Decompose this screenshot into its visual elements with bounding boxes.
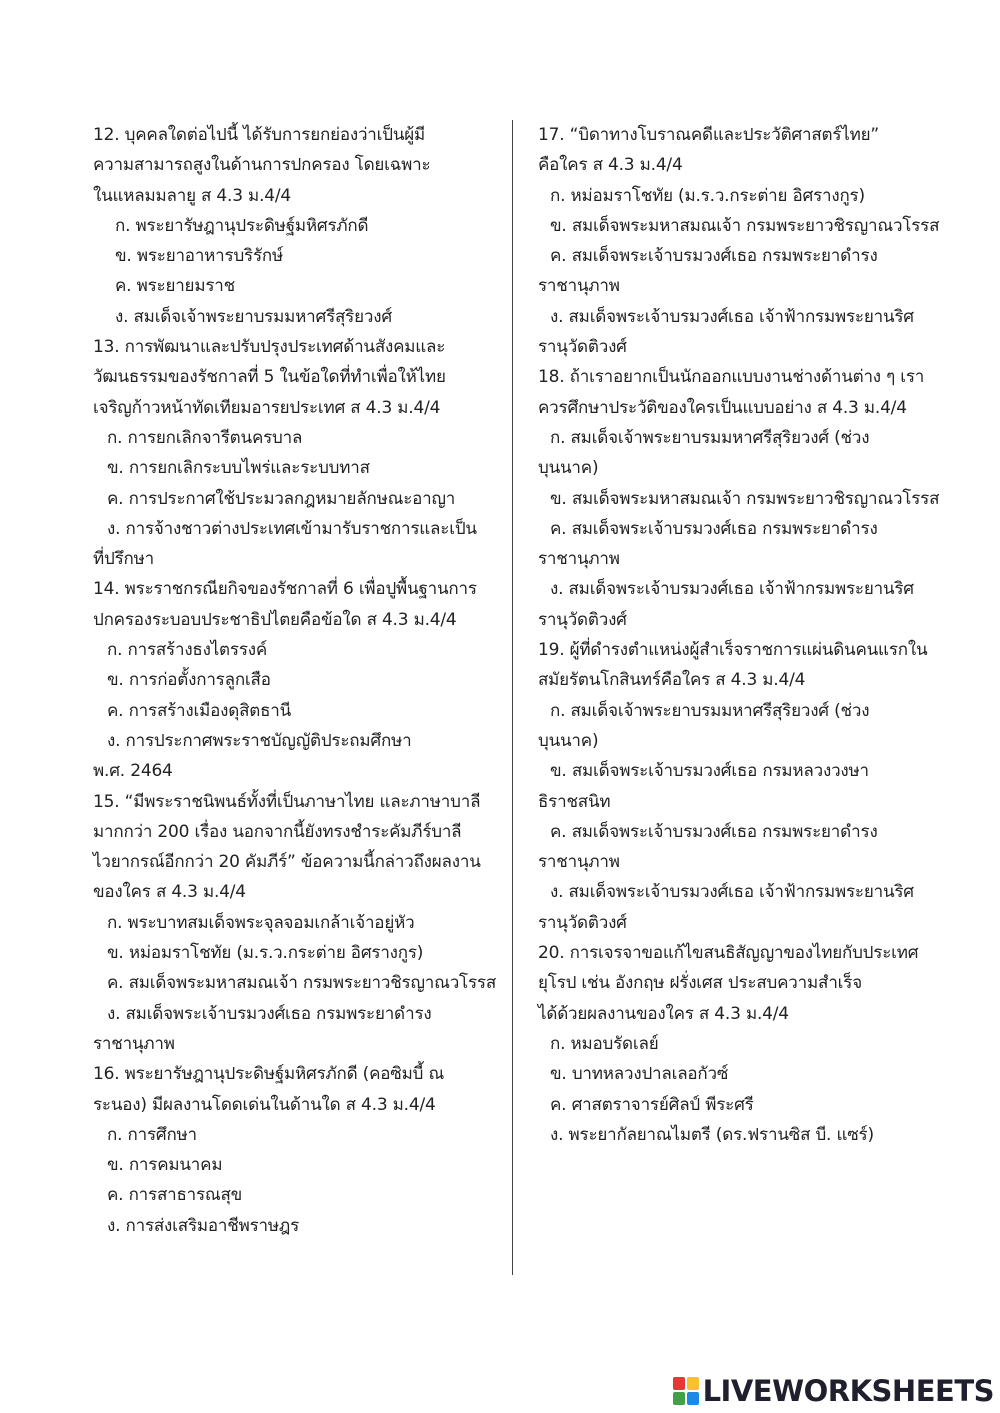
answer-option: ก. หมอบรัดเลย์ [550, 1033, 659, 1054]
answer-option-continuation: ราชานุภาพ [538, 276, 620, 297]
answer-option: ง. สมเด็จพระเจ้าบรมวงศ์เธอ เจ้าฟ้ากรมพระยานริศ [550, 882, 914, 903]
answer-option: ก. การยกเลิกจารีตนครบาล [107, 427, 303, 448]
answer-option: ข. สมเด็จพระเจ้าบรมวงศ์เธอ กรมหลวงวงษา [550, 761, 869, 782]
brand-name: LIVEWORKSHEETS [702, 1374, 994, 1408]
question [93, 787, 497, 1060]
question-text: 13. การพัฒนาและปรับปรุงประเทศด้านสังคมและ [93, 337, 446, 358]
answer-option: ข. การยกเลิกระบบไพร่และระบบทาส [107, 458, 370, 479]
question [93, 332, 493, 574]
answer-option-continuation: รานุวัดติวงศ์ [538, 912, 627, 933]
answer-option: ง. การส่งเสริมอาชีพราษฎร [107, 1215, 300, 1236]
footer-logo [673, 1375, 994, 1407]
logo-square [687, 1392, 699, 1405]
liveworksheets-icon [673, 1377, 699, 1405]
logo-square [687, 1377, 699, 1390]
question-text: ปกครองระบอบประชาธิปไตยคือข้อใด ส 4.3 ม.4/4 [93, 609, 457, 630]
answer-option: ค. สมเด็จพระเจ้าบรมวงศ์เธอ กรมพระยาดำรง [550, 821, 878, 842]
question-text: วัฒนธรรมของรัชกาลที่ 5 ในข้อใดที่ทำเพื่อให้ไทย [93, 367, 446, 388]
logo-square [673, 1392, 685, 1405]
answer-option: ข. พระยาอาหารบริรักษ์ [115, 246, 283, 267]
question-text: คือใคร ส 4.3 ม.4/4 [538, 155, 683, 176]
answer-option-continuation: ที่ปรึกษา [93, 549, 154, 570]
answer-option-continuation: บุนนาค) [538, 458, 599, 479]
answer-option: ค. ศาสตราจารย์ศิลป์ พีระศรี [550, 1094, 754, 1115]
question-text: 16. พระยารัษฎานุประดิษฐ์มหิศรภักดี (คอซิมบี้ ณ [93, 1064, 445, 1085]
question-text: ความสามารถสูงในด้านการปกครอง โดยเฉพาะ [93, 155, 431, 176]
answer-option: ค. สมเด็จพระเจ้าบรมวงศ์เธอ กรมพระยาดำรง [550, 518, 878, 539]
question-text: ระนอง) มีผลงานโดดเด่นในด้านใด ส 4.3 ม.4/4 [93, 1094, 436, 1115]
left-column [93, 120, 497, 1241]
answer-option: ก. หม่อมราโชทัย (ม.ร.ว.กระต่าย อิศรางกูร) [550, 185, 865, 206]
answer-option-continuation: รานุวัดติวงศ์ [538, 337, 627, 358]
question [93, 574, 493, 786]
answer-option-continuation: ราชานุภาพ [538, 549, 620, 570]
answer-option: ง. สมเด็จพระเจ้าบรมวงศ์เธอ กรมพระยาดำรง [107, 1003, 432, 1024]
question-text: 18. ถ้าเราอยากเป็นนักออกแบบงานช่างด้านต่าง ๆ เรา [538, 367, 925, 388]
question [538, 120, 958, 362]
answer-option: ง. การจ้างชาวต่างประเทศเข้ามารับราชการและเป็น [107, 518, 477, 539]
logo-square [673, 1377, 685, 1390]
question-text: 17. “บิดาทางโบราณคดีและประวัติศาสตร์ไทย” [538, 125, 880, 145]
question-text: 14. พระราชกรณียกิจของรัชกาลที่ 6 เพื่อปูพื้นฐานการ [93, 579, 477, 600]
question [538, 938, 958, 1150]
answer-option: ก. สมเด็จเจ้าพระยาบรมมหาศรีสุริยวงศ์ (ช่วง [550, 700, 870, 721]
question-text: ไวยากรณ์อีกกว่า 20 คัมภีร์” ข้อความนี้กล่าวถึงผลงาน [93, 852, 481, 873]
question-text: ในแหลมมลายู ส 4.3 ม.4/4 [93, 185, 292, 206]
answer-option: ก. การสร้างธงไตรรงค์ [107, 640, 268, 661]
question [538, 362, 958, 635]
question-text: เจริญก้าวหน้าทัดเทียมอารยประเทศ ส 4.3 ม.4/4 [93, 397, 441, 418]
answer-option-continuation: รานุวัดติวงศ์ [538, 609, 627, 630]
question-text: ควรศึกษาประวัติของใครเป็นแบบอย่าง ส 4.3 ม.4/4 [538, 397, 907, 418]
question-text: สมัยรัตนโกสินทร์คือใคร ส 4.3 ม.4/4 [538, 670, 806, 691]
answer-option-continuation: พ.ศ. 2464 [93, 761, 173, 782]
right-column [538, 120, 958, 1150]
question-text: มากกว่า 200 เรื่อง นอกจากนี้ยังทรงชำระคัมภีร์บาลี [93, 821, 462, 842]
question-text: 19. ผู้ที่ดำรงตำแหน่งผู้สำเร็จราชการแผ่นดินคนแรกใน [538, 640, 928, 661]
answer-option: ค. พระยายมราช [115, 276, 235, 297]
question-text: 15. “มีพระราชนิพนธ์ทั้งที่เป็นภาษาไทย และภาษาบาลี [93, 791, 481, 812]
answer-option: ก. สมเด็จเจ้าพระยาบรมมหาศรีสุริยวงศ์ (ช่วง [550, 427, 870, 448]
answer-option-continuation: บุนนาค) [538, 730, 599, 751]
question-text: 12. บุคคลใดต่อไปนี้ ได้รับการยกย่องว่าเป็นผู้มี [93, 125, 426, 145]
answer-option: ค. สมเด็จพระเจ้าบรมวงศ์เธอ กรมพระยาดำรง [550, 246, 878, 267]
column-divider [512, 120, 513, 1275]
answer-option: ค. การสร้างเมืองดุสิตธานี [107, 700, 292, 721]
answer-option: ง. สมเด็จพระเจ้าบรมวงศ์เธอ เจ้าฟ้ากรมพระยานริศ [550, 579, 914, 600]
answer-option-continuation: ธิราชสนิท [538, 791, 611, 812]
answer-option: ง. พระยากัลยาณไมตรี (ดร.ฟรานซิส บี. แซร์) [550, 1124, 874, 1145]
answer-option: ข. บาทหลวงปาลเลอกัวซ์ [550, 1064, 729, 1085]
answer-option: ข. การคมนาคม [107, 1155, 223, 1176]
answer-option-continuation: ราชานุภาพ [93, 1033, 175, 1054]
answer-option: ค. การสาธารณสุข [107, 1185, 243, 1206]
answer-option: ก. พระบาทสมเด็จพระจุลจอมเกล้าเจ้าอยู่หัว [107, 912, 415, 933]
answer-option: ง. การประกาศพระราชบัญญัติประถมศึกษา [107, 730, 412, 751]
question [93, 1059, 493, 1241]
answer-option: ง. สมเด็จพระเจ้าบรมวงศ์เธอ เจ้าฟ้ากรมพระยานริศ [550, 306, 914, 327]
answer-option: ข. สมเด็จพระมหาสมณเจ้า กรมพระยาวชิรญาณวโรรส [550, 215, 940, 236]
answer-option-continuation: ราชานุภาพ [538, 852, 620, 873]
answer-option: ค. การประกาศใช้ประมวลกฎหมายลักษณะอาญา [107, 488, 456, 509]
answer-option: ข. หม่อมราโชทัย (ม.ร.ว.กระต่าย อิศรางกูร) [107, 943, 424, 964]
answer-option: ข. การก่อตั้งการลูกเสือ [107, 670, 271, 691]
question-text: ได้ด้วยผลงานของใคร ส 4.3 ม.4/4 [538, 1003, 789, 1024]
question-text: 20. การเจรจาขอแก้ไขสนธิสัญญาของไทยกับประเทศ [538, 943, 919, 964]
answer-option: ก. การศึกษา [107, 1124, 197, 1145]
answer-option: ก. พระยารัษฎานุประดิษฐ์มหิศรภักดี [115, 215, 369, 236]
question [93, 120, 493, 332]
question [538, 635, 958, 938]
question-text: ยุโรป เช่น อังกฤษ ฝรั่งเศส ประสบความสำเร็จ [538, 973, 862, 994]
question-text: ของใคร ส 4.3 ม.4/4 [93, 882, 246, 903]
answer-option: ค. สมเด็จพระมหาสมณเจ้า กรมพระยาวชิรญาณวโรรส [107, 973, 497, 994]
answer-option: ง. สมเด็จเจ้าพระยาบรมมหาศรีสุริยวงศ์ [115, 306, 392, 327]
answer-option: ข. สมเด็จพระมหาสมณเจ้า กรมพระยาวชิรญาณวโรรส [550, 488, 940, 509]
